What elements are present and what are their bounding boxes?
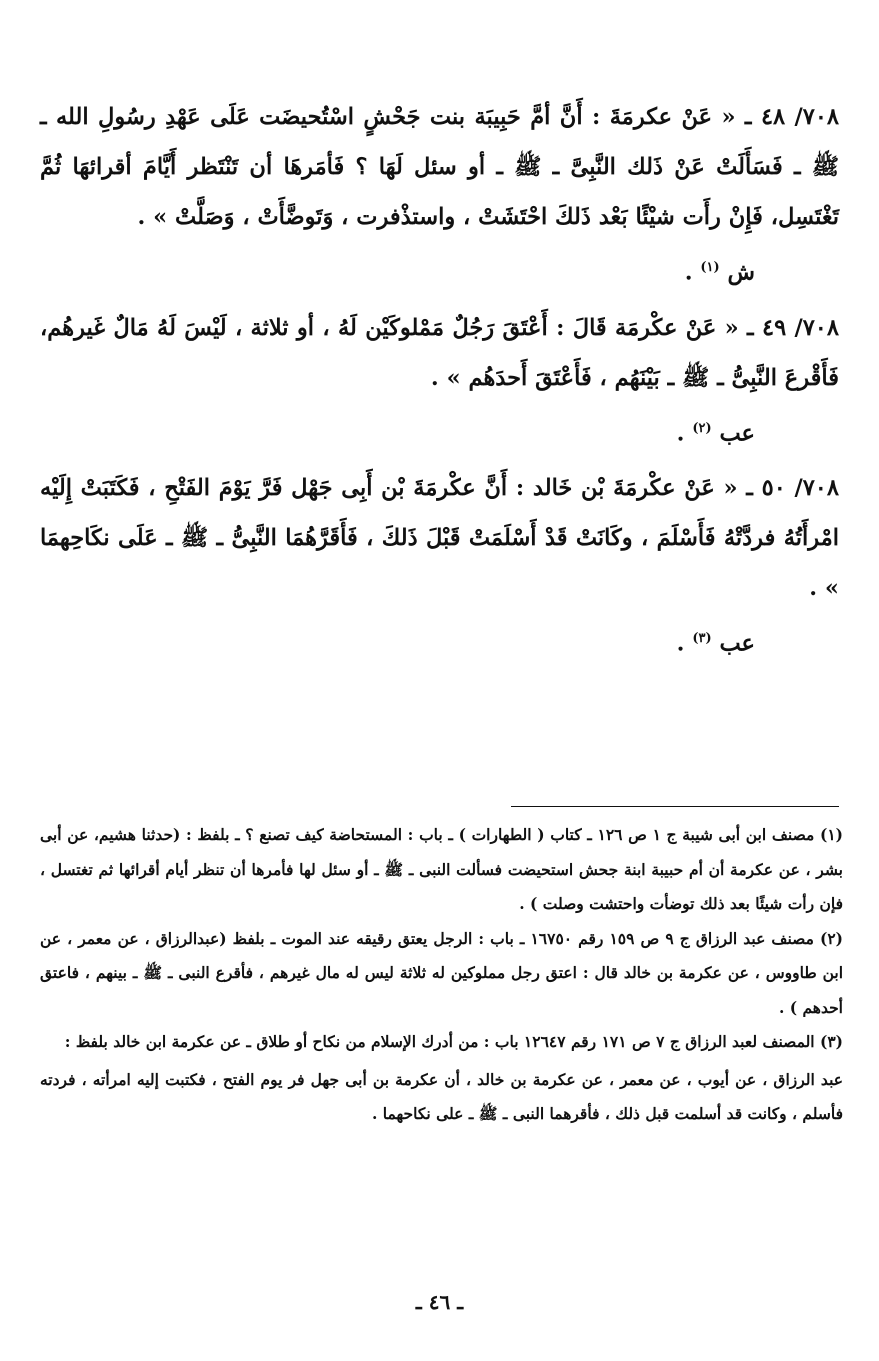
footnote-3-quote: عبد الرزاق ، عن أيوب ، عن معمر ، عن عكرمة بن خالد ، أن عكرمة بن أبى جهل فر يوم الفتح ، فكتبت إليه امرأته ، فردته فأسلم ، وكانت قد أسلمت قبل ذلك ، فأقرهما النبى ـ ﷺ ـ على نكاحهما . xyxy=(40,1069,843,1123)
source-abbrev: عب xyxy=(719,420,755,446)
footnote-1: (١) مصنف ابن أبى شيبة ج ١ ص ١٢٦ ـ كتاب ( الطهارات ) ـ باب : المستحاضة كيف تصنع ؟ ـ بلفظ : (حدثنا هشيم، عن أبى بشر ، عن عكرمة أن أم حبيبة ابنة جحش استحيضت فسألت النبى ـ ﷺ ـ أو سئل لها فأمرها أن تنظر أيام أقرائها ثم تغتسل ، فإن رأت شيئًا بعد ذلك توضأت واحتشت وصلت ) . xyxy=(40,825,843,913)
source-reference: عب $^{(٣)}$ . xyxy=(676,630,755,657)
source-abbrev: عب xyxy=(719,630,755,657)
footnote-marker: (١) xyxy=(700,260,720,275)
footnote-marker: (٢) xyxy=(692,420,712,436)
hadith-48: ٧٠٨/ ٤٨ ـ « عَنْ عكرمَةَ : أَنَّ أمَّ حَبِيبَة بنت جَحْشٍ اسْتُحيضَت عَلَى عَهْدِ رسُولِ الله ـ ﷺ ـ فَسَأَلَتْ عَنْ ذَلك النَّبِىَّ ـ ﷺ ـ أو سئل لَهَا ؟ فَأمَرهَا أن تَنْتَظر أَيَّامَ أقرائهَا ثُمَّ تَغْتَسِل، فَإِنْ رأَت شيْئًا بَعْد ذَلكَ احْتَشَتْ ، واستذْفرت ، وَتَوضَّأَتْ ، وَصَلَّتْ » . xyxy=(40,104,840,230)
page-number: ـ ٤٦ ـ xyxy=(415,1290,464,1314)
footnote-marker: (٣) xyxy=(692,631,712,646)
source-abbrev: ش xyxy=(727,259,755,286)
main-text xyxy=(40,92,839,674)
footnotes xyxy=(40,818,843,1132)
footnote-divider xyxy=(511,806,839,807)
source-reference: عب $^{(٢)}$ . xyxy=(676,420,755,446)
source-reference: ش $^{(١)}$ . xyxy=(684,259,755,286)
footnote-2: (٢) مصنف عبد الرزاق ج ٩ ص ١٥٩ رقم ١٦٧٥٠ ـ باب : الرجل يعتق رقيقه عند الموت ـ بلفظ (عبدالرزاق ، عن معمر ، عن ابن طاووس ، عن عكرمة بن خالد قال : اعتق رجل مملوكين له ثلاثة ليس له مال غيرهم ، فأقرع النبى ـ ﷺ ـ بينهم ، فاعتق أحدهم ) . xyxy=(40,928,843,1017)
footnote-3: (٣) المصنف لعبد الرزاق ج ٧ ص ١٧١ رقم ١٢٦٤٧ باب : من أدرك الإسلام من نكاح أو طلاق ـ عن عكرمة ابن خالد بلفظ : xyxy=(64,1032,843,1051)
hadith-49: ٧٠٨/ ٤٩ ـ « عَنْ عكْرمَة قَالَ : أَعْتَقَ رَجُلٌ مَمْلوكَيْن لَهُ ، أو ثلاثة ، لَيْسَ لَهُ مَالٌ غَيرهُم، فَأَقْرعَ النَّبِىُّ ـ ﷺ ـ بَيْنَهُم ، فَأَعْتَقَ أَحدَهُم » . xyxy=(40,314,839,391)
hadith-50: ٧٠٨/ ٥٠ ـ « عَنْ عكْرمَةَ بْن خَالد : أَنَّ عكْرمَةَ بْن أَبِى جَهْل فَرَّ يَوْمَ الفَتْحِ ، فَكَتَبَتْ إِلَيْه امْرأَتُهُ فردَّتْهُ فَأَسْلَمَ ، وكَانَتْ قَدْ أَسْلَمَتْ قَبْلَ ذَلكَ ، فَأَقَرَّهُمَا النَّبِىُّ ـ ﷺ ـ عَلَى نكَاحِهمَا » . xyxy=(40,475,839,601)
